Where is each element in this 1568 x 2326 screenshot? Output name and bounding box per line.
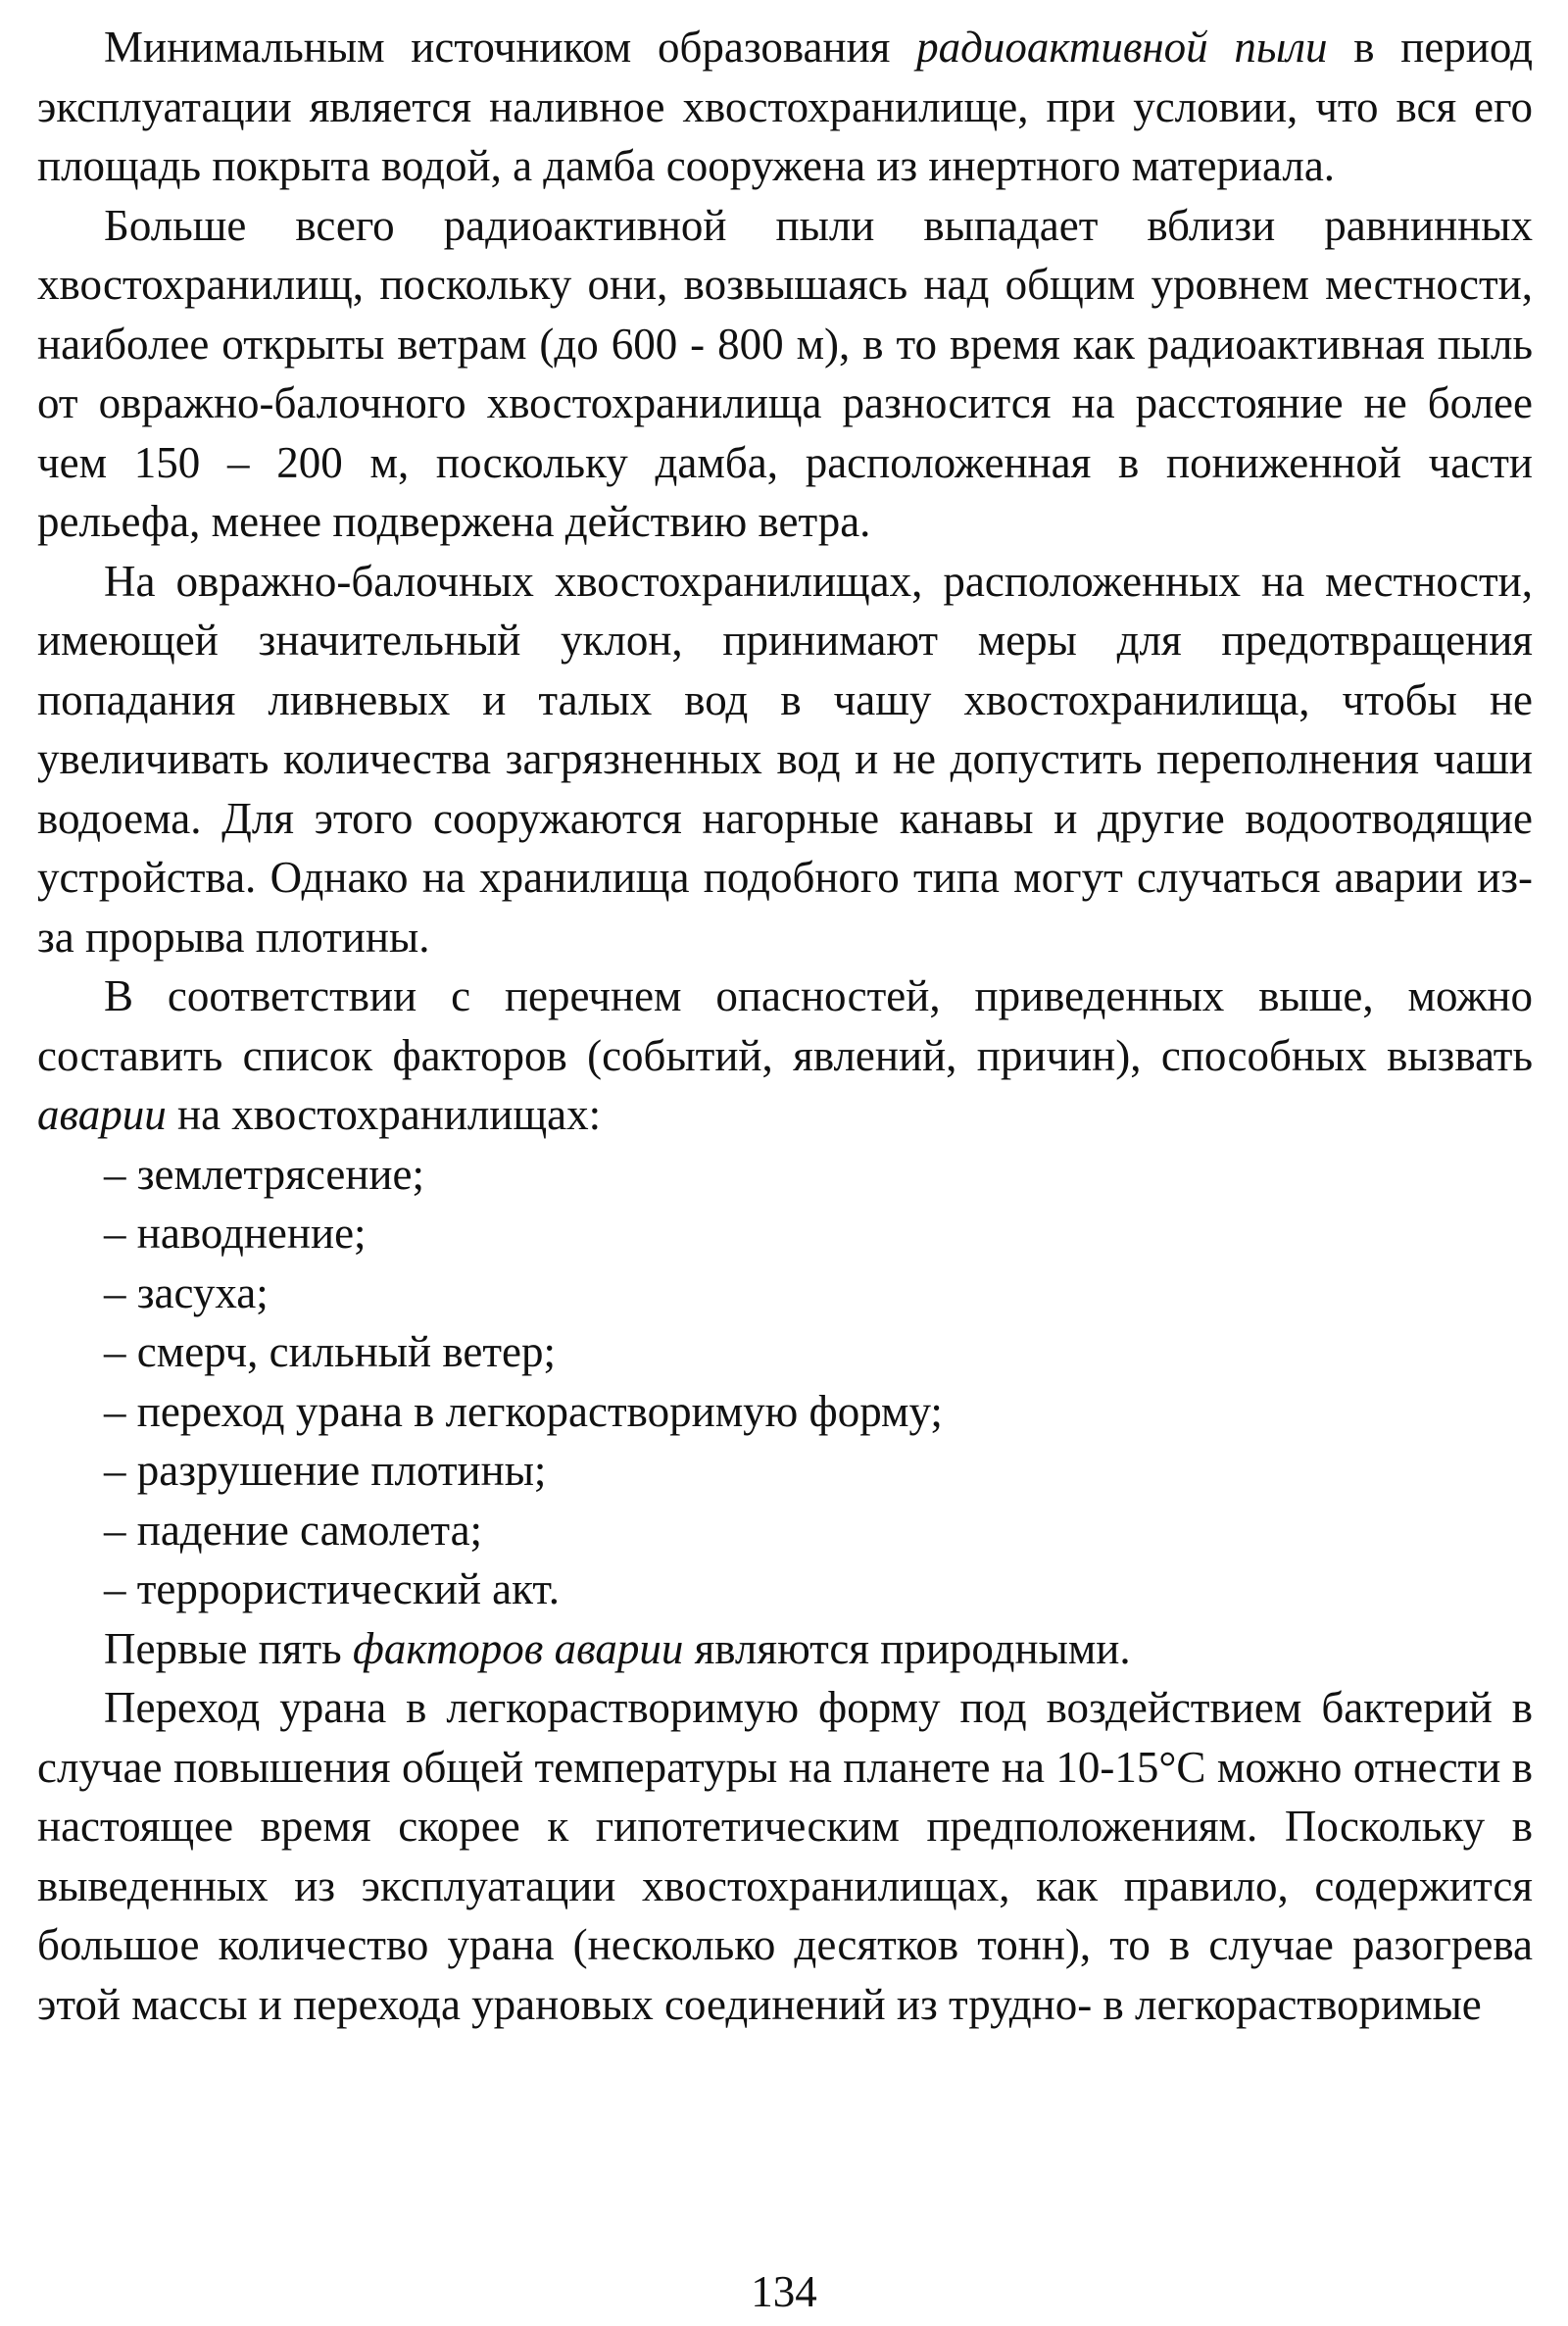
list-item: – разрушение плотины; xyxy=(104,1446,547,1495)
list-item: – засуха; xyxy=(104,1267,269,1317)
page-body xyxy=(37,18,1533,2034)
accident-factors-list xyxy=(37,1145,1533,1619)
list-item: – террористический акт. xyxy=(104,1564,560,1613)
paragraph-ravine-storage: На овражно-балочных хвостохранилищах, расположенных на местности, имеющей значительный уклон, принимают меры для предотвращения попадания ливневых и талых вод в чашу хвостохранилища, чтобы не увеличивать количества загрязненных вод и не допустить переполнения чаши водоема. Для этого сооружаются нагорные канавы и другие водоотводящие устройства. Однако на хранилища подобного типа могут случаться аварии из-за прорыва плотины. xyxy=(37,556,1533,962)
paragraph-text: на хвостохранилищах: xyxy=(166,1090,602,1139)
list-item: – переход урана в легкорастворимую форму; xyxy=(104,1386,943,1436)
list-item: – смерч, сильный ветер; xyxy=(104,1327,556,1376)
paragraph-dust-fallout: Больше всего радиоактивной пыли выпадает вблизи равнинных хвостохранилищ, поскольку они, возвышаясь над общим уровнем местности, наиболее открыты ветрам (до 600 - 800 м), в то время как радиоактивная пыль от овражно-балочного хвостохранилища разносится на расстояние не более чем 150 – 200 м, поскольку дамба, расположенная в пониженной части рельефа, менее подвержена действию ветра. xyxy=(37,200,1533,546)
list-item: – наводнение; xyxy=(104,1209,367,1258)
paragraph-text: в период эксплуатации является наливное хвостохранилище, при условии, что вся его площадь покрыта водой, а дамба сооружена из инертного материала. xyxy=(37,23,1533,190)
list-item: – землетрясение; xyxy=(104,1149,424,1199)
paragraph-factor-list-intro xyxy=(37,966,1533,1145)
paragraph-radioactive-dust-source xyxy=(37,18,1533,196)
paragraph-text: Минимальным источником образования xyxy=(104,23,917,72)
paragraph-text: В соответствии с перечнем опасностей, приведенных выше, можно составить список факторов (событий, явлений, причин), способных вызвать xyxy=(37,971,1533,1080)
list-item: – падение самолета; xyxy=(104,1505,483,1555)
page-number: 134 xyxy=(751,2267,817,2316)
paragraph-text: Первые пять xyxy=(104,1623,353,1673)
italic-term: факторов аварии xyxy=(352,1623,684,1673)
italic-term: радиоактивной пыли xyxy=(916,23,1328,72)
italic-term: аварии xyxy=(37,1090,167,1139)
paragraph-natural-factors xyxy=(37,1619,1533,1679)
paragraph-uranium-transition: Переход урана в легкорастворимую форму под воздействием бактерий в случае повышения общей температуры на планете на 10-15°С можно отнести в настоящее время скорее к гипотетическим предположениям. Поскольку в выведенных из эксплуатации хвостохранилищах, как правило, содержится большое количество урана (несколько десятков тонн), то в случае разогрева этой массы и перехода урановых соединений из трудно- в легкорастворимые xyxy=(37,1683,1533,2029)
paragraph-text: являются природными. xyxy=(683,1623,1131,1673)
